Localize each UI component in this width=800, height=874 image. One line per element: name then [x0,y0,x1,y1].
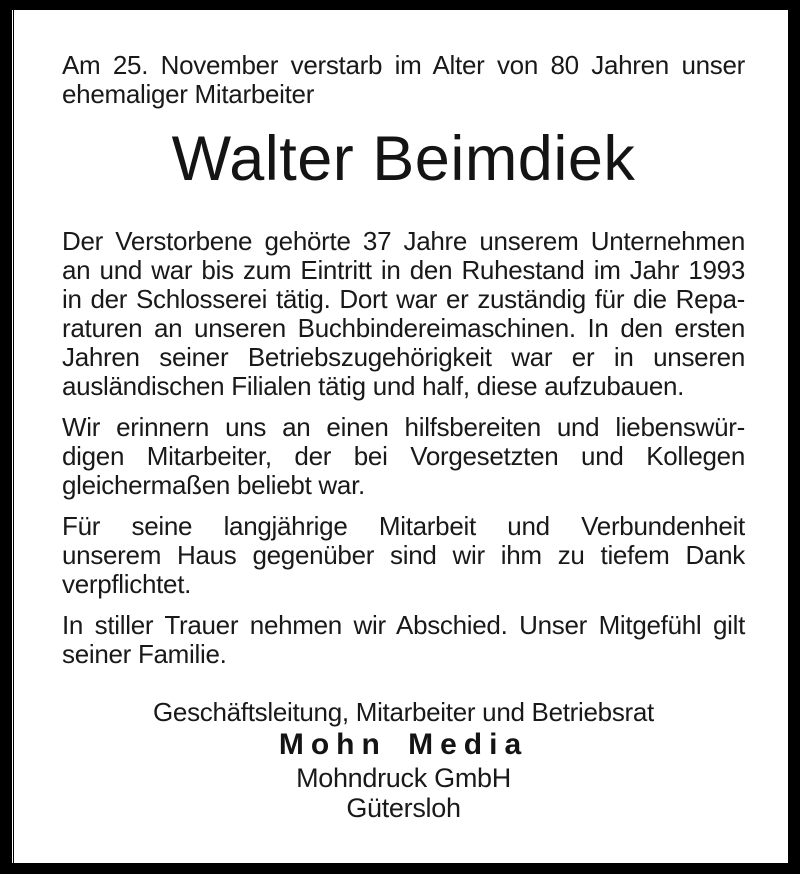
body-line: unserem Haus gegenüber sind wir ihm zu tiefem Dank [62,540,745,570]
body-line: verpflichtet. [62,569,192,599]
body-line: an und war bis zum Eintritt in den Ruhestand im Jahr 1993 [62,255,745,285]
paragraph-career [62,227,745,401]
intro-text [62,51,745,109]
body-line: ausländischen Filialen tätig und half, diese aufzubauen. [62,371,685,401]
notice-content [12,10,788,823]
body-line: Wir erinnern uns an einen hilfsbereiten und liebenswür- [62,412,745,442]
body-line: Der Verstorbene gehörte 37 Jahre unserem Unternehmen [62,226,745,256]
body-line: gleichermaßen beliebt war. [62,470,365,500]
body-line: In stiller Trauer nehmen wir Abschied. Unser Mitgefühl gilt [62,610,745,640]
body-line: Jahren seiner Betriebszugehörigkeit war er in unseren [62,342,745,372]
signature-company-name: Mohn Media [278,728,529,761]
intro-line: Am 25. November verstarb im Alter von 80 Jahren unser [62,50,745,80]
paragraph-remembrance [62,413,745,500]
body-line: digen Mitarbeiter, der bei Vorgesetzten und Kollegen [62,441,745,471]
signature-city: Gütersloh [346,793,461,823]
signature-block [62,698,745,823]
paragraph-farewell [62,611,745,669]
body-line: in der Schlosserei tätig. Dort war er zuständig für die Repa- [62,284,745,314]
body-line: seiner Familie. [62,639,227,669]
paragraph-gratitude [62,512,745,599]
deceased-name: Walter Beimdiek [171,124,636,194]
signature-signers: Geschäftsleitung, Mitarbeiter und Betriebsrat [153,697,654,727]
obituary-notice [12,10,788,863]
intro-line: ehemaliger Mitarbeiter [62,79,315,109]
body-line: Für seine langjährige Mitarbeit und Verbundenheit [62,511,745,541]
body-line: raturen an unseren Buchbindereimaschinen. In den ersten [62,313,745,343]
signature-subsidiary: Mohndruck GmbH [296,763,511,793]
